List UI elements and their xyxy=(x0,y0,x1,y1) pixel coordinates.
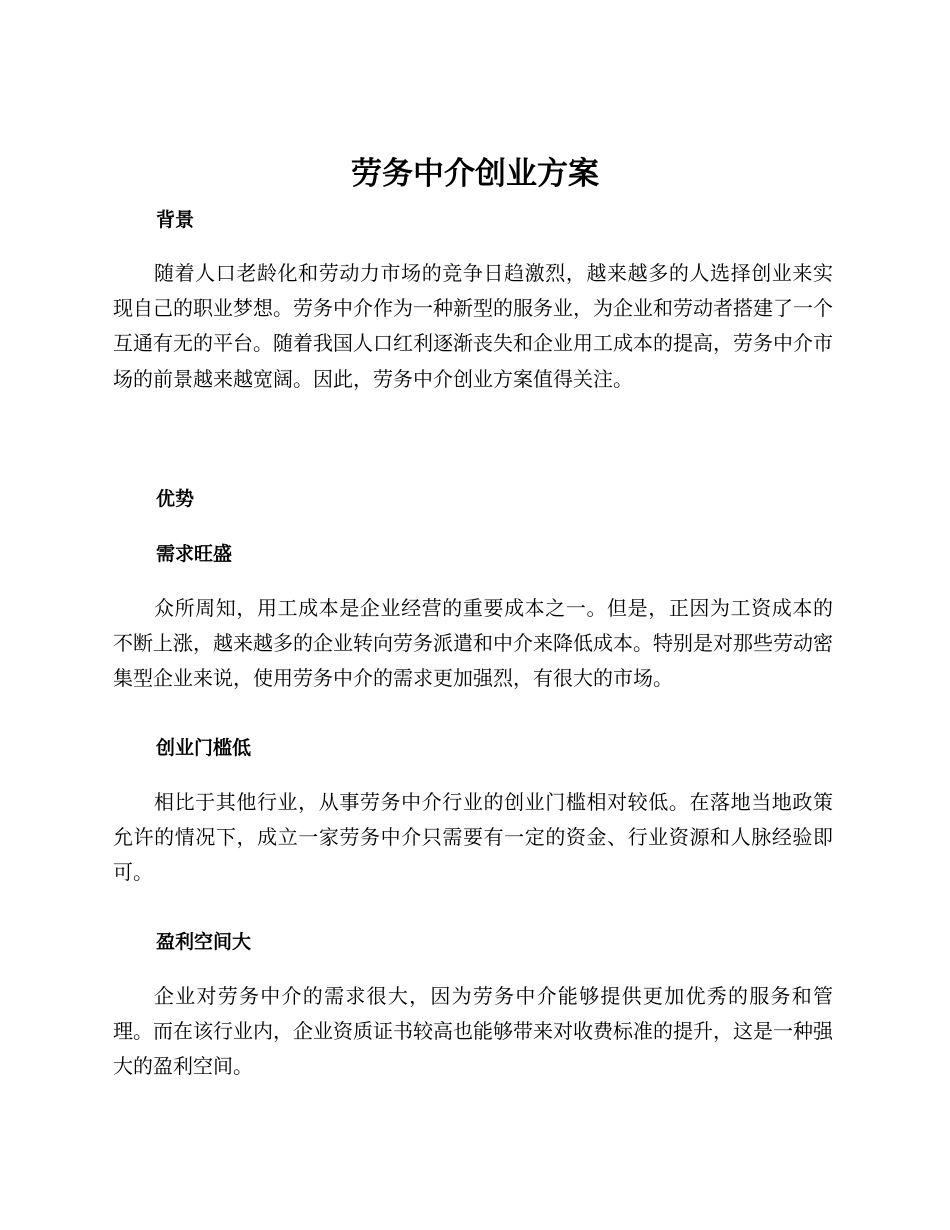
section-heading-background: 背景 xyxy=(156,209,195,231)
section-heading-advantages: 优势 xyxy=(156,488,195,510)
section-paragraph-background: 随着人口老龄化和劳动力市场的竞争日趋激烈，越来越多的人选择创业来实现自己的职业梦想。劳务中介作为一种新型的服务业，为企业和劳动者搭建了一个互通有无的平台。随着我国人口红利逐渐丧失和企业用工成本的提高，劳务中介市场的前景越来越宽阔。因此，劳务中介创业方案值得关注。 xyxy=(113,261,833,391)
section-heading-strong-demand: 需求旺盛 xyxy=(156,543,233,565)
section-heading-large-profit: 盈利空间大 xyxy=(156,931,252,953)
section-paragraph-low-barrier: 相比于其他行业，从事劳务中介行业的创业门槛相对较低。在落地当地政策允许的情况下，成立一家劳务中介只需要有一定的资金、行业资源和人脉经验即可。 xyxy=(113,790,833,885)
document-title: 劳务中介创业方案 xyxy=(351,156,599,192)
section-paragraph-strong-demand: 众所周知，用工成本是企业经营的重要成本之一。但是，正因为工资成本的不断上涨，越来越多的企业转向劳务派遣和中介来降低成本。特别是对那些劳动密集型企业来说，使用劳务中介的需求更加强烈，有很大的市场。 xyxy=(113,596,833,691)
section-heading-low-barrier: 创业门槛低 xyxy=(156,737,252,759)
section-paragraph-large-profit: 企业对劳务中介的需求很大，因为劳务中介能够提供更加优秀的服务和管理。而在该行业内，企业资质证书较高也能够带来对收费标准的提升，这是一种强大的盈利空间。 xyxy=(113,984,833,1079)
